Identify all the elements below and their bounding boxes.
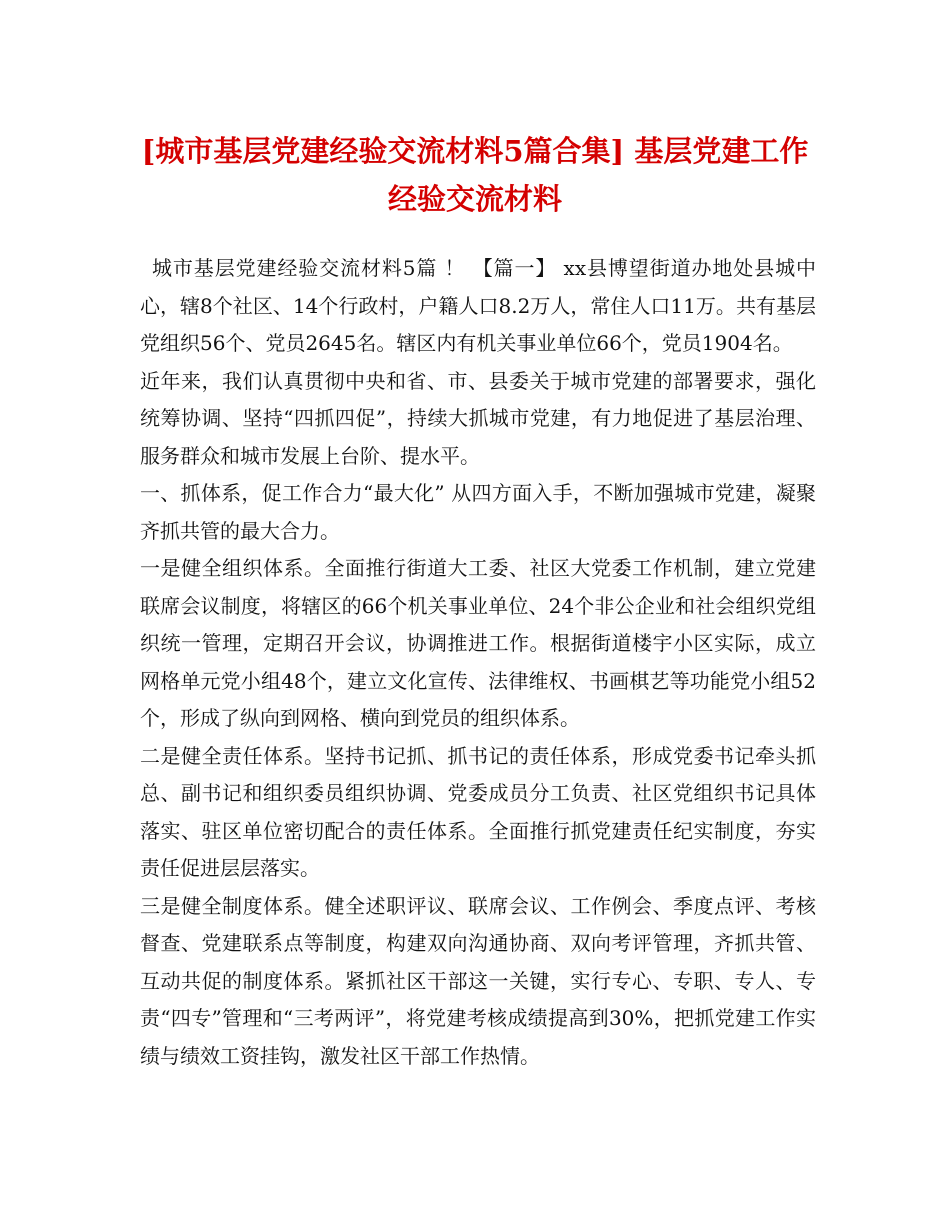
paragraph-intro: 城市基层党建经验交流材料5篇 ！ 【篇一】 xx县博望街道办地处县城中心，辖8个社区、14个行政村，户籍人口8.2万人，常住人口11万。共有基层党组织56个、党员2645名。辖区内有机关事业单位66个，党员1904名。 xyxy=(140,256,816,355)
paragraph-recent-years: 近年来，我们认真贯彻中央和省、市、县委关于城市党建的部署要求，强化统筹协调、坚持“四抓四促”，持续大抓城市党建，有力地促进了基层治理、服务群众和城市发展上台阶、提水平。 xyxy=(140,368,816,468)
paragraph-institution-system: 三是健全制度体系。健全述职评议、联席会议、工作例会、季度点评、考核督查、党建联系点等制度，构建双向沟通协商、双向考评管理，齐抓共管、互动共促的制度体系。紧抓社区干部这一关键，实行专心、专职、专人、专责“四专”管理和“三考两评”，将党建考核成绩提高到30%，把抓党建工作实绩与绩效工资挂钩，激发社区干部工作热情。 xyxy=(140,893,816,1068)
document-title-line-1: [城市基层党建经验交流材料5篇合集] 基层党建工作 xyxy=(141,134,809,168)
document-body xyxy=(140,250,816,1075)
document-title-line-2: 经验交流材料 xyxy=(387,182,562,216)
paragraph-organization-system: 一是健全组织体系。全面推行街道大工委、社区大党委工作机制，建立党建联席会议制度，将辖区的66个机关事业单位、24个非公企业和社会组织党组织统一管理，定期召开会议，协调推进工作。根据街道楼宇小区实际，成立网格单元党小组48个，建立文化宣传、法律维权、书画棋艺等功能党小组52个，形成了纵向到网格、横向到党员的组织体系。 xyxy=(140,556,816,730)
paragraph-responsibility-system: 二是健全责任体系。坚持书记抓、抓书记的责任体系，形成党委书记牵头抓总、副书记和组织委员组织协调、党委成员分工负责、社区党组织书记具体落实、驻区单位密切配合的责任体系。全面推行抓党建责任纪实制度，夯实责任促进层层落实。 xyxy=(140,743,816,880)
paragraph-section-heading: 一、抓体系，促工作合力“最大化” 从四方面入手，不断加强城市党建，凝聚齐抓共管的最大合力。 xyxy=(140,481,816,543)
